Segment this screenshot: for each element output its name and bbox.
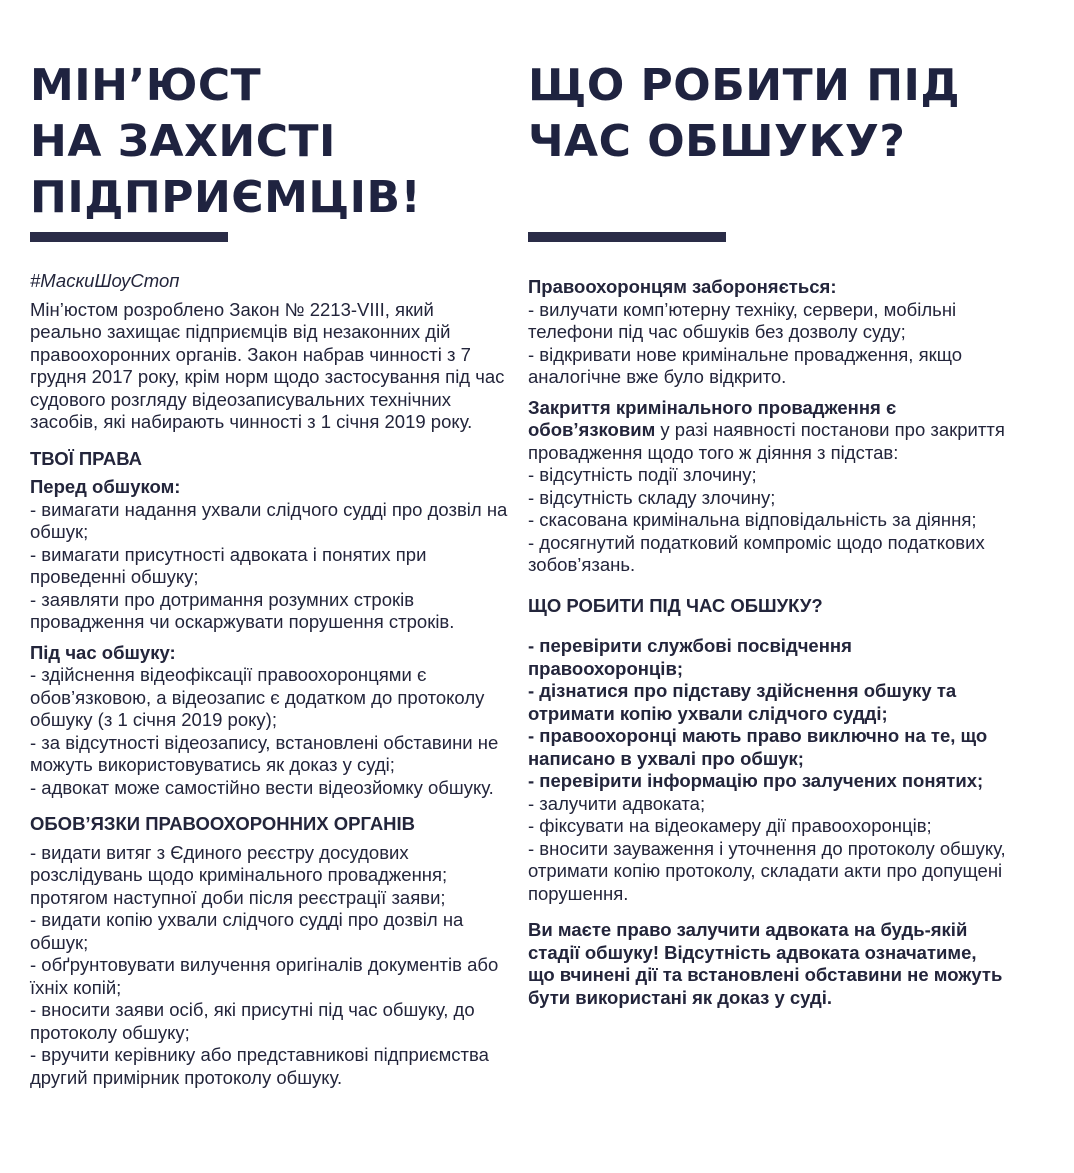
before-search-list — [30, 499, 508, 634]
closure-list — [528, 464, 1006, 577]
list-item: - перевірити інформацію про залучених понятих; — [528, 770, 984, 791]
todo-title: ЩО РОБИТИ ПІД ЧАС ОБШУКУ? — [528, 594, 823, 616]
list-item: - за відсутності відеозапису, встановлені обставини не можуть використовуватись як доказ у суді; — [30, 731, 499, 775]
list-item: - відкривати нове кримінальне провадження, якщо аналогічне вже було відкрито. — [528, 343, 962, 387]
list-item: - заявляти про дотримання розумних строків провадження чи оскаржувати порушення строків. — [30, 588, 455, 632]
left-headline: МІН’ЮСТ НА ЗАХИСТІ ПІДПРИЄМЦІВ! — [30, 60, 422, 223]
forbidden-title: Правоохоронцям забороняється: — [528, 276, 837, 297]
duties-list — [30, 842, 508, 1090]
list-item: - видати витяг з Єдиного реєстру досудових розслідувань щодо кримінального провадження; протягом наступної доби після реєстрації заяви; — [30, 841, 448, 908]
todo-bold-list — [528, 635, 1006, 793]
forbidden-list — [528, 299, 1006, 389]
list-item: - скасована кримінальна відповідальність за діяння; — [528, 509, 977, 530]
list-item: - вручити керівнику або представникові підприємства другий примірник протоколу обшуку. — [30, 1044, 489, 1088]
list-item: - залучити адвоката; — [528, 792, 706, 814]
list-item: - вимагати надання ухвали слідчого судді про дозвіл на обшук; — [30, 498, 508, 542]
list-item: - фіксувати на відеокамеру дії правоохоронців; — [528, 815, 932, 836]
closing-statement: Ви маєте право залучити адвоката на будь-якій стадії обшуку! Відсутність адвоката означатиме, що вчинені дії та встановлені обставини не можуть бути використані як доказ у суді. — [528, 919, 1003, 1008]
list-item: - видати копію ухвали слідчого судді про дозвіл на обшук; — [30, 909, 464, 953]
list-item: - адвокат може самостійно вести відеозйомку обшуку. — [30, 776, 494, 798]
right-headline: ЩО РОБИТИ ПІД ЧАС ОБШУКУ? — [528, 60, 961, 167]
duties-title: ОБОВ’ЯЗКИ ПРАВООХОРОННИХ ОРГАНІВ — [30, 813, 416, 834]
closure-bold: Закриття кримінального провадження є обов’язковим — [528, 396, 897, 440]
todo-list — [528, 793, 1006, 906]
during-search-title: Під час обшуку: — [30, 641, 176, 663]
list-item: - вилучати комп’ютерну техніку, сервери, мобільні телефони під час обшуків без дозволу суду; — [528, 298, 957, 342]
left-body — [30, 270, 508, 1089]
hashtag: #МаскиШоуСтоп — [30, 270, 180, 291]
list-item: - вносити заяви осіб, які присутні під час обшуку, до протоколу обшуку; — [30, 999, 475, 1043]
left-divider — [30, 232, 228, 242]
during-search-list — [30, 664, 508, 799]
list-item: - вносити зауваження і уточнення до протоколу обшуку, отримати копію протоколу, складати акти про допущені порушення. — [528, 837, 1006, 904]
right-divider — [528, 232, 726, 242]
list-item: - дізнатися про підставу здійснення обшуку та отримати копію ухвали слідчого судді; — [528, 680, 957, 724]
list-item: - обґрунтовувати вилучення оригіналів документів або їхніх копій; — [30, 954, 499, 998]
list-item: - відсутність події злочину; — [528, 464, 757, 485]
rights-title: ТВОЇ ПРАВА — [30, 447, 143, 469]
list-item: - правоохоронці мають право виключно на те, що написано в ухвалі про обшук; — [528, 725, 988, 769]
list-item: - перевірити службові посвідчення правоохоронців; — [528, 635, 852, 679]
intro-paragraph: Мін’юстом розроблено Закон № 2213-VIII, який реально захищає підприємців від незаконних дій правоохоронних органів. Закон набрав чинності з 7 грудня 2017 року, крім норм щодо застосування під час судового розгляду відеозаписувальних технічних засобів, які набирають чинності з 1 січня 2019 року. — [30, 298, 505, 432]
right-body — [528, 276, 1006, 1009]
list-item: - досягнутий податковий компроміс щодо податкових зобов’язань. — [528, 531, 985, 575]
closure-rest: у разі наявності постанови про закриття провадження щодо того ж діяння з підстав: — [528, 419, 1005, 463]
before-search-title: Перед обшуком: — [30, 476, 181, 497]
list-item: - здійснення відеофіксації правоохоронцями є обов’язковою, а відеозапис є додатком до протоколу обшуку (з 1 січня 2019 року); — [30, 664, 485, 730]
list-item: - вимагати присутності адвоката і понятих при проведенні обшуку; — [30, 543, 427, 587]
list-item: - відсутність складу злочину; — [528, 486, 776, 508]
closure-paragraph — [528, 397, 1006, 465]
